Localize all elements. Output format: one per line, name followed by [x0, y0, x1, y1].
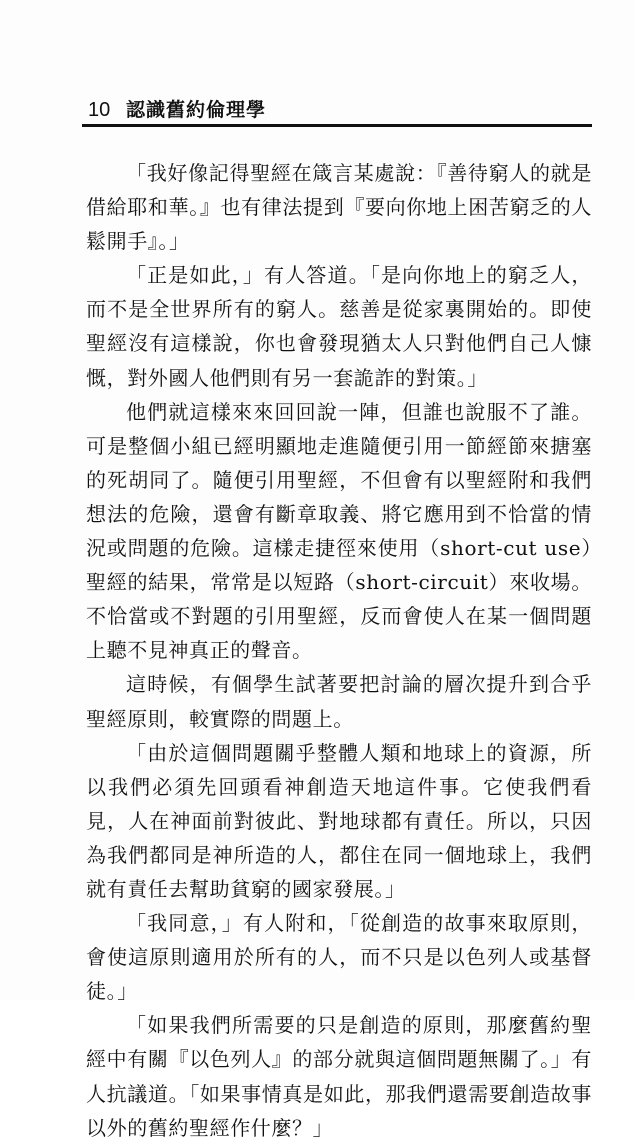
paragraph: 「我同意，」有人附和，「從創造的故事來取原則，會使這原則適用於所有的人，而不只是以色列人或基督徒。」 [86, 911, 592, 1004]
paragraph: 「正是如此，」有人答道。「是向你地上的窮乏人，而不是全世界所有的窮人。慈善是從家裏開始的。即使聖經沒有這樣說，你也會發現猶太人只對他們自己人慷慨，對外國人他們則有另一套詭詐的對策。」 [86, 263, 592, 390]
header-rule [82, 124, 592, 127]
body-text [86, 156, 592, 1145]
paragraph: 他們就這樣來來回回說一陣，但誰也說服不了誰。可是整個小組已經明顯地走進隨便引用一節經節來搪塞的死胡同了。隨便引用聖經，不但會有以聖經附和我們想法的危險，還會有斷章取義、將它應用到不恰當的情況或問題的危險。這樣走捷徑來使用（short-cut use）聖經的結果，常常是以短路（short-circuit）來收場。不恰當或不對題的引用聖經，反而會使人在某一個問題上聽不見神真正的聲音。 [86, 399, 592, 663]
paragraph: 這時候，有個學生試著要把討論的層次提升到合乎聖經原則，較實際的問題上。 [86, 672, 592, 731]
paragraph: 「如果我們所需要的只是創造的原則，那麼舊約聖經中有關『以色列人』的部分就與這個問題無關了。」有人抗議道。「如果事情真是如此，那我們還需要創造故事以外的舊約聖經作什麼？」 [86, 1013, 592, 1140]
page-number: 10 [88, 99, 111, 121]
paragraph: 「由於這個問題關乎整體人類和地球上的資源，所以我們必須先回頭看神創造天地這件事。它使我們看見，人在神面前對彼此、對地球都有責任。所以，只因為我們都同是神所造的人，都住在同一個地球上，我們就有責任去幫助貧窮的國家發展。」 [86, 740, 592, 901]
running-header [82, 98, 592, 124]
book-title: 認識舊約倫理學 [126, 99, 267, 121]
paragraph: 「我好像記得聖經在箴言某處說：『善待窮人的就是借給耶和華。』也有律法提到『要向你地上困苦窮乏的人鬆開手』。」 [86, 161, 592, 254]
